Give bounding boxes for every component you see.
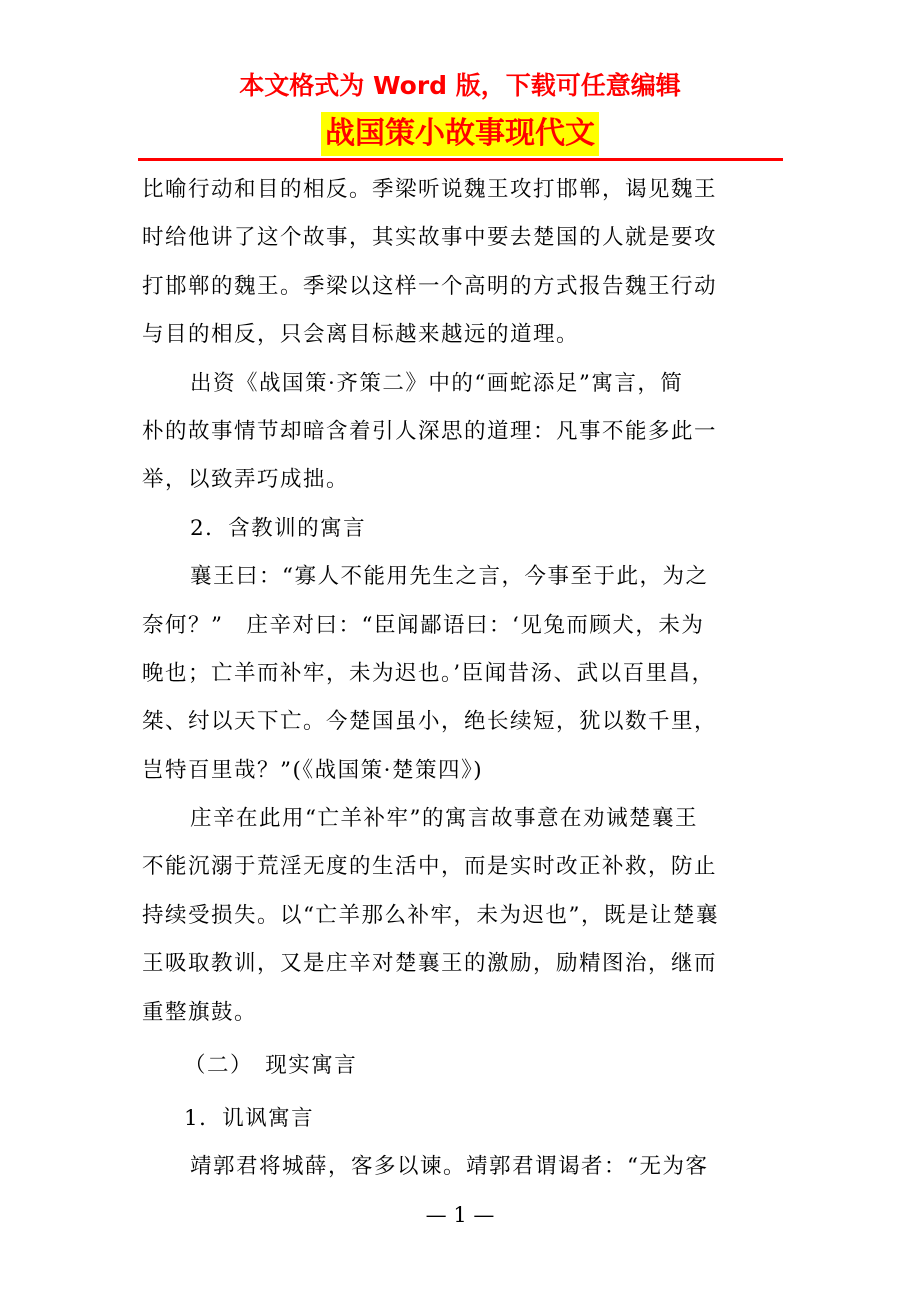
- body-line: 庄辛在此用“亡羊补牢”的寓言故事意在劝诫楚襄王: [190, 806, 698, 832]
- body-line: 王吸取教训，又是庄辛对楚襄王的激励，励精图治，继而: [142, 951, 718, 977]
- document-title: 战国策小故事现代文: [321, 112, 599, 156]
- body-line: 桀、纣以天下亡。今楚国虽小，绝长续短，犹以数千里，: [142, 709, 718, 735]
- body-line: 奈何？” 庄辛对曰：“臣闻鄙语曰：‘见兔而顾犬，未为: [142, 612, 705, 638]
- body-line: 岂特百里哉？”(《战国策·楚策四》): [142, 757, 484, 783]
- body-line: 晚也；亡羊而补牢，未为迟也。’臣闻昔汤、武以百里昌，: [142, 660, 715, 686]
- body-line: 出资《战国策·齐策二》中的“画蛇添足”寓言，简: [190, 370, 684, 396]
- section-heading: （二） 现实寓言: [184, 1053, 358, 1079]
- document-body: [142, 166, 782, 1192]
- body-line: 举，以致弄巧成拙。: [142, 467, 350, 493]
- body-line: 持续受损失。以“亡羊那么补牢，未为迟也”，既是让楚襄: [142, 902, 719, 928]
- body-line: 靖郭君将城薛，客多以谏。靖郭君谓谒者：“无为客: [190, 1154, 709, 1180]
- section-heading: 1．讥讽寓言: [184, 1106, 315, 1132]
- body-line: 与目的相反，只会离目标越来越远的道理。: [142, 322, 580, 348]
- title-container: [0, 112, 920, 156]
- body-line: 重整旗鼓。: [142, 999, 258, 1025]
- body-line: 打邯郸的魏王。季梁以这样一个高明的方式报告魏王行动: [142, 273, 718, 299]
- body-line: 不能沉溺于荒淫无度的生活中，而是实时改正补救，防止: [142, 854, 718, 880]
- body-line: 比喻行动和目的相反。季梁听说魏王攻打邯郸，谒见魏王: [142, 177, 718, 202]
- page-number: — 1 —: [425, 1203, 495, 1227]
- header-divider: [138, 158, 783, 161]
- body-line: 朴的故事情节却暗含着引人深思的道理：凡事不能多此一: [142, 418, 718, 444]
- body-line: 襄王曰：“寡人不能用先生之言，今事至于此，为之: [190, 564, 709, 590]
- body-line: 时给他讲了这个故事，其实故事中要去楚国的人就是要攻: [142, 225, 718, 251]
- download-notice-banner: 本文格式为 Word 版，下载可任意编辑: [239, 71, 681, 100]
- section-heading: 2．含教训的寓言: [190, 515, 367, 541]
